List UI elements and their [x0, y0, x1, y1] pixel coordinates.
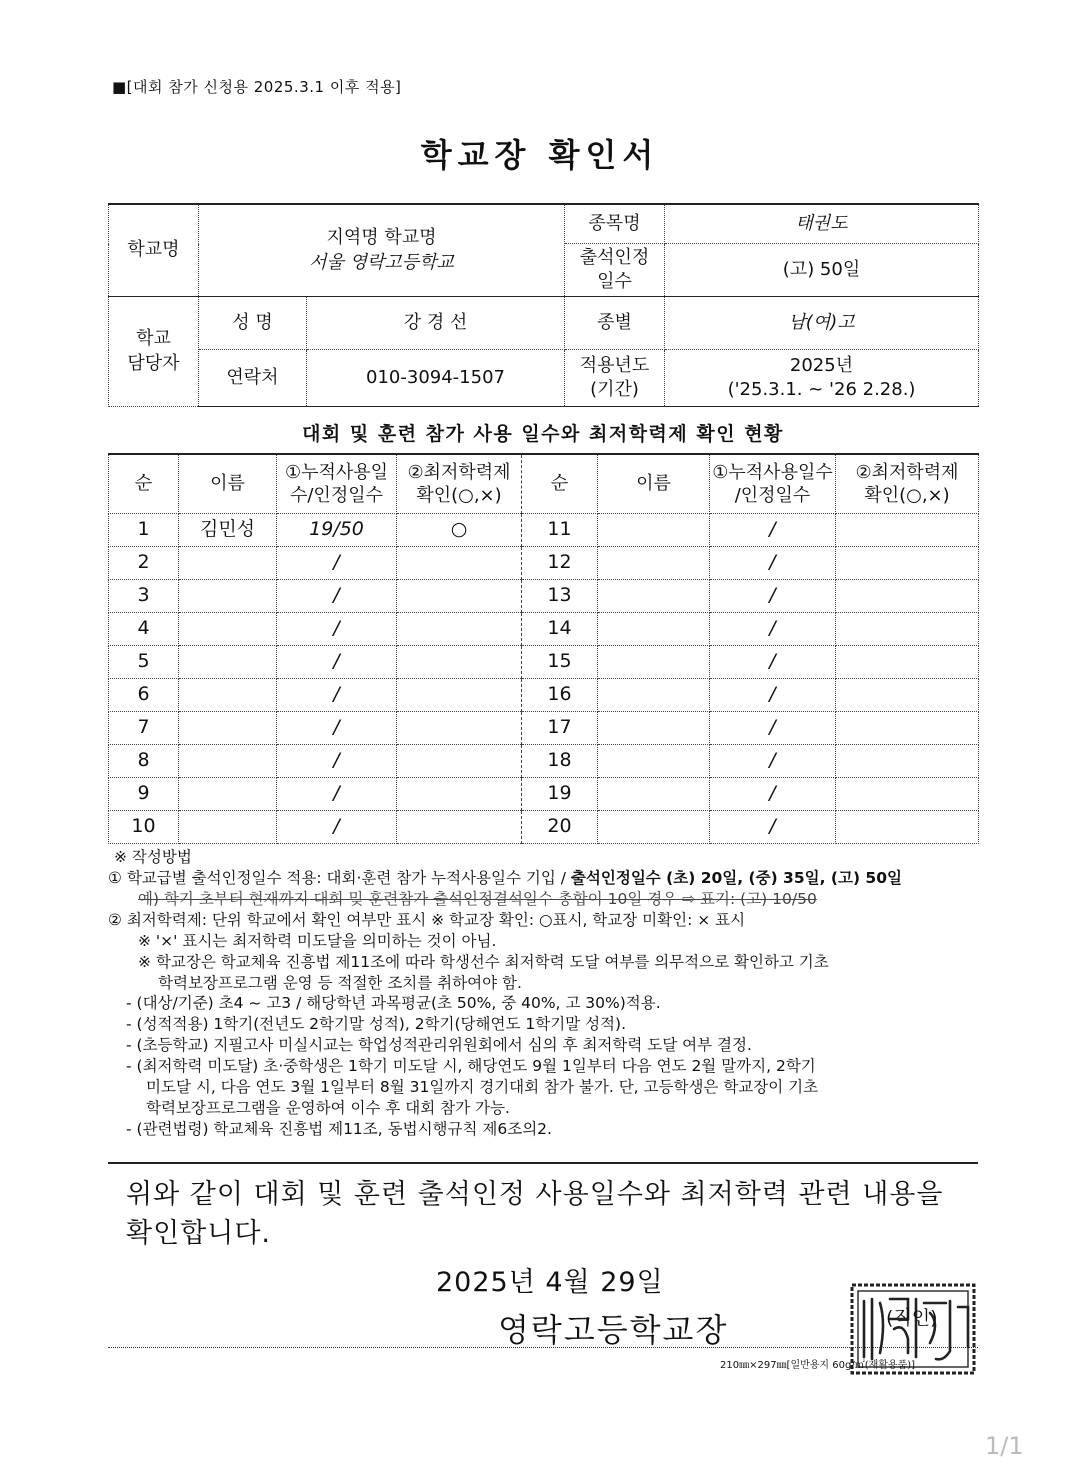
status-header-row	[109, 454, 979, 514]
row-check-2	[836, 514, 979, 547]
method-detail-5: - (관련법령) 학교체육 진흥법 제11조, 동법시행규칙 제6조의2.	[126, 1119, 552, 1138]
row-check-2	[836, 580, 979, 613]
row-check-2	[836, 778, 979, 811]
row-days-2: /	[710, 547, 836, 580]
row-no-2: 19	[522, 778, 598, 811]
row-check-2	[836, 811, 979, 844]
row-days: /	[277, 646, 397, 679]
row-no-2: 14	[522, 613, 598, 646]
row-days: /	[277, 712, 397, 745]
row-name-2	[598, 514, 710, 547]
method-detail-3: - (초등학교) 지필고사 미실시교는 학업성적관리위원회에서 심의 후 최저학력 도달 여부 결정.	[126, 1036, 752, 1055]
header-note: ■[대회 참가 신청용 2025.3.1 이후 적용]	[112, 78, 402, 96]
header-no: 순	[109, 454, 179, 514]
row-check	[397, 646, 522, 679]
method-item-1-text: ① 학교급별 출석인정일수 적용: 대회·훈련 참가 누적사용일수 기입 /	[108, 868, 571, 887]
row-no-2: 11	[522, 514, 598, 547]
row-no-2: 15	[522, 646, 598, 679]
row-check	[397, 778, 522, 811]
row-no-2: 13	[522, 580, 598, 613]
header-name-2: 이름	[598, 454, 710, 514]
row-no: 6	[109, 679, 179, 712]
contact-label: 연락처	[199, 350, 307, 407]
row-check: ○	[397, 514, 522, 547]
status-table	[108, 453, 979, 844]
row-name: 김민성	[179, 514, 277, 547]
row-no: 10	[109, 811, 179, 844]
row-no: 7	[109, 712, 179, 745]
attendance-value: (고) 50일	[665, 244, 979, 297]
row-check	[397, 712, 522, 745]
table-row	[109, 745, 979, 778]
row-no-2: 20	[522, 811, 598, 844]
table-row	[109, 580, 979, 613]
row-check-2	[836, 679, 979, 712]
sport-value: 태권도	[665, 204, 979, 244]
row-name	[179, 547, 277, 580]
row-check	[397, 580, 522, 613]
row-name-2	[598, 745, 710, 778]
row-no: 5	[109, 646, 179, 679]
row-check	[397, 547, 522, 580]
method-example: 예) 학기 초부터 현재까지 대회 및 훈련참가 출석인정결석일수 총합이 10일 경우 ⇨ 표기: (고) 10/50	[138, 889, 817, 908]
row-days: /	[277, 679, 397, 712]
writing-method	[108, 847, 988, 1140]
method-detail-4b: 미도달 시, 다음 연도 3월 1일부터 8월 31일까지 경기대회 참가 불가. 단, 고등학생은 학교장이 기초	[146, 1078, 819, 1097]
row-no-2: 18	[522, 745, 598, 778]
method-detail-2: - (성적적용) 1학기(전년도 2학기말 성적), 2학기(당해연도 1학기말 성적).	[126, 1015, 626, 1034]
row-no-2: 16	[522, 679, 598, 712]
divider-bottom	[108, 1347, 978, 1348]
confirmation-text: 위와 같이 대회 및 훈련 출석인정 사용일수와 최저학력 관련 내용을 확인합니다.	[126, 1179, 944, 1250]
row-days: /	[277, 778, 397, 811]
row-no: 2	[109, 547, 179, 580]
row-days-2: /	[710, 679, 836, 712]
header-days: ①누적사용일 수/인정일수	[277, 454, 397, 514]
row-name-2	[598, 580, 710, 613]
row-no: 8	[109, 745, 179, 778]
table-row	[109, 514, 979, 547]
row-name-2	[598, 712, 710, 745]
row-name	[179, 778, 277, 811]
row-name-2	[598, 613, 710, 646]
table-row	[109, 712, 979, 745]
school-name: 서울 영락고등학교	[309, 251, 454, 273]
row-name-2	[598, 646, 710, 679]
method-item-1	[108, 868, 988, 889]
row-no-2: 12	[522, 547, 598, 580]
divider-top	[108, 1162, 978, 1164]
table-row	[109, 646, 979, 679]
row-check-2	[836, 745, 979, 778]
row-days: 19/50	[277, 514, 397, 547]
header-no-2: 순	[522, 454, 598, 514]
contact-value: 010-3094-1507	[307, 350, 565, 407]
row-no-2: 17	[522, 712, 598, 745]
status-heading: 대회 및 훈련 참가 사용 일수와 최저학력제 확인 현황	[302, 423, 784, 445]
name-value: 강 경 선	[307, 297, 565, 350]
period-value: ('25.3.1. ~ '26 2.28.)	[727, 379, 916, 400]
row-name-2	[598, 811, 710, 844]
gender-value: 남(여)고	[665, 297, 979, 350]
header-check-2: ②최저학력제 확인(○,×)	[836, 454, 979, 514]
row-check	[397, 811, 522, 844]
row-days-2: /	[710, 745, 836, 778]
header-check: ②최저학력제 확인(○,×)	[397, 454, 522, 514]
method-item-2: ② 최저학력제: 단위 학교에서 확인 여부만 표시 ※ 학교장 확인: ○표시, 학교장 미확인: × 표시	[108, 910, 746, 929]
table-row	[109, 811, 979, 844]
year-cell	[665, 350, 979, 407]
row-days: /	[277, 547, 397, 580]
gender-label: 종별	[565, 297, 665, 350]
row-check-2	[836, 646, 979, 679]
seal-label: (직인)	[886, 1307, 938, 1329]
year-label: 적용년도 (기간)	[565, 350, 665, 407]
issue-date: 2025년 4월 29일	[436, 1267, 664, 1298]
method-note-2b: 학력보장프로그램 운영 등 적절한 조치를 취하여야 함.	[158, 973, 522, 992]
document-title: 학교장 확인서	[420, 136, 660, 174]
row-name-2	[598, 679, 710, 712]
row-name	[179, 811, 277, 844]
school-info-table	[108, 203, 979, 407]
principal-title: 영락고등학교장	[498, 1311, 729, 1349]
row-days: /	[277, 580, 397, 613]
row-no: 3	[109, 580, 179, 613]
row-no: 9	[109, 778, 179, 811]
school-label: 학교명	[109, 204, 199, 297]
row-name	[179, 712, 277, 745]
paper-spec: 210㎜×297㎜[일반용지 60g/㎡(재활용품)]	[720, 1360, 916, 1371]
page-number: 1/1	[985, 1432, 1024, 1460]
row-check	[397, 745, 522, 778]
row-days-2: /	[710, 712, 836, 745]
method-item-1-bold: 출석인정일수 (초) 20일, (중) 35일, (고) 50일	[570, 868, 902, 887]
row-days-2: /	[710, 514, 836, 547]
row-name	[179, 580, 277, 613]
row-check-2	[836, 613, 979, 646]
table-row	[109, 679, 979, 712]
method-detail-1: - (대상/기준) 초4 ~ 고3 / 해당학년 과목평균(초 50%, 중 40%, 고 30%)적용.	[126, 994, 661, 1013]
table-row	[109, 613, 979, 646]
row-days-2: /	[710, 811, 836, 844]
header-name: 이름	[179, 454, 277, 514]
row-days-2: /	[710, 646, 836, 679]
row-check-2	[836, 712, 979, 745]
method-note-2: ※ 학교장은 학교체육 진흥법 제11조에 따라 학생선수 최저학력 도달 여부를 의무적으로 확인하고 기초	[138, 952, 829, 971]
row-days-2: /	[710, 580, 836, 613]
name-label: 성 명	[199, 297, 307, 350]
row-no: 1	[109, 514, 179, 547]
method-detail-4: - (최저학력 미도달) 초·중학생은 1학기 미도달 시, 해당연도 9월 1일부터 다음 연도 2월 말까지, 2학기	[126, 1057, 816, 1076]
row-name-2	[598, 778, 710, 811]
row-name-2	[598, 547, 710, 580]
row-days-2: /	[710, 613, 836, 646]
method-note-1: ※ '×' 표시는 최저학력 미도달을 의미하는 것이 아님.	[138, 931, 497, 950]
school-sub-label: 지역명 학교명	[326, 227, 437, 249]
row-no: 4	[109, 613, 179, 646]
row-days: /	[277, 745, 397, 778]
row-days: /	[277, 613, 397, 646]
row-name	[179, 745, 277, 778]
header-days-2: ①누적사용일수 /인정일수	[710, 454, 836, 514]
table-row	[109, 547, 979, 580]
row-check	[397, 613, 522, 646]
method-detail-4c: 학력보장프로그램을 운영하여 이수 후 대회 참가 가능.	[146, 1099, 510, 1118]
manager-label: 학교 담당자	[109, 297, 199, 407]
method-title: ※ 작성방법	[114, 848, 192, 866]
row-days-2: /	[710, 778, 836, 811]
row-name	[179, 646, 277, 679]
row-check-2	[836, 547, 979, 580]
row-days: /	[277, 811, 397, 844]
sport-label: 종목명	[565, 204, 665, 244]
school-cell	[199, 204, 565, 297]
row-check	[397, 679, 522, 712]
attendance-label: 출석인정 일수	[565, 244, 665, 297]
table-row	[109, 778, 979, 811]
row-name	[179, 613, 277, 646]
row-name	[179, 679, 277, 712]
year-value: 2025년	[789, 354, 854, 376]
